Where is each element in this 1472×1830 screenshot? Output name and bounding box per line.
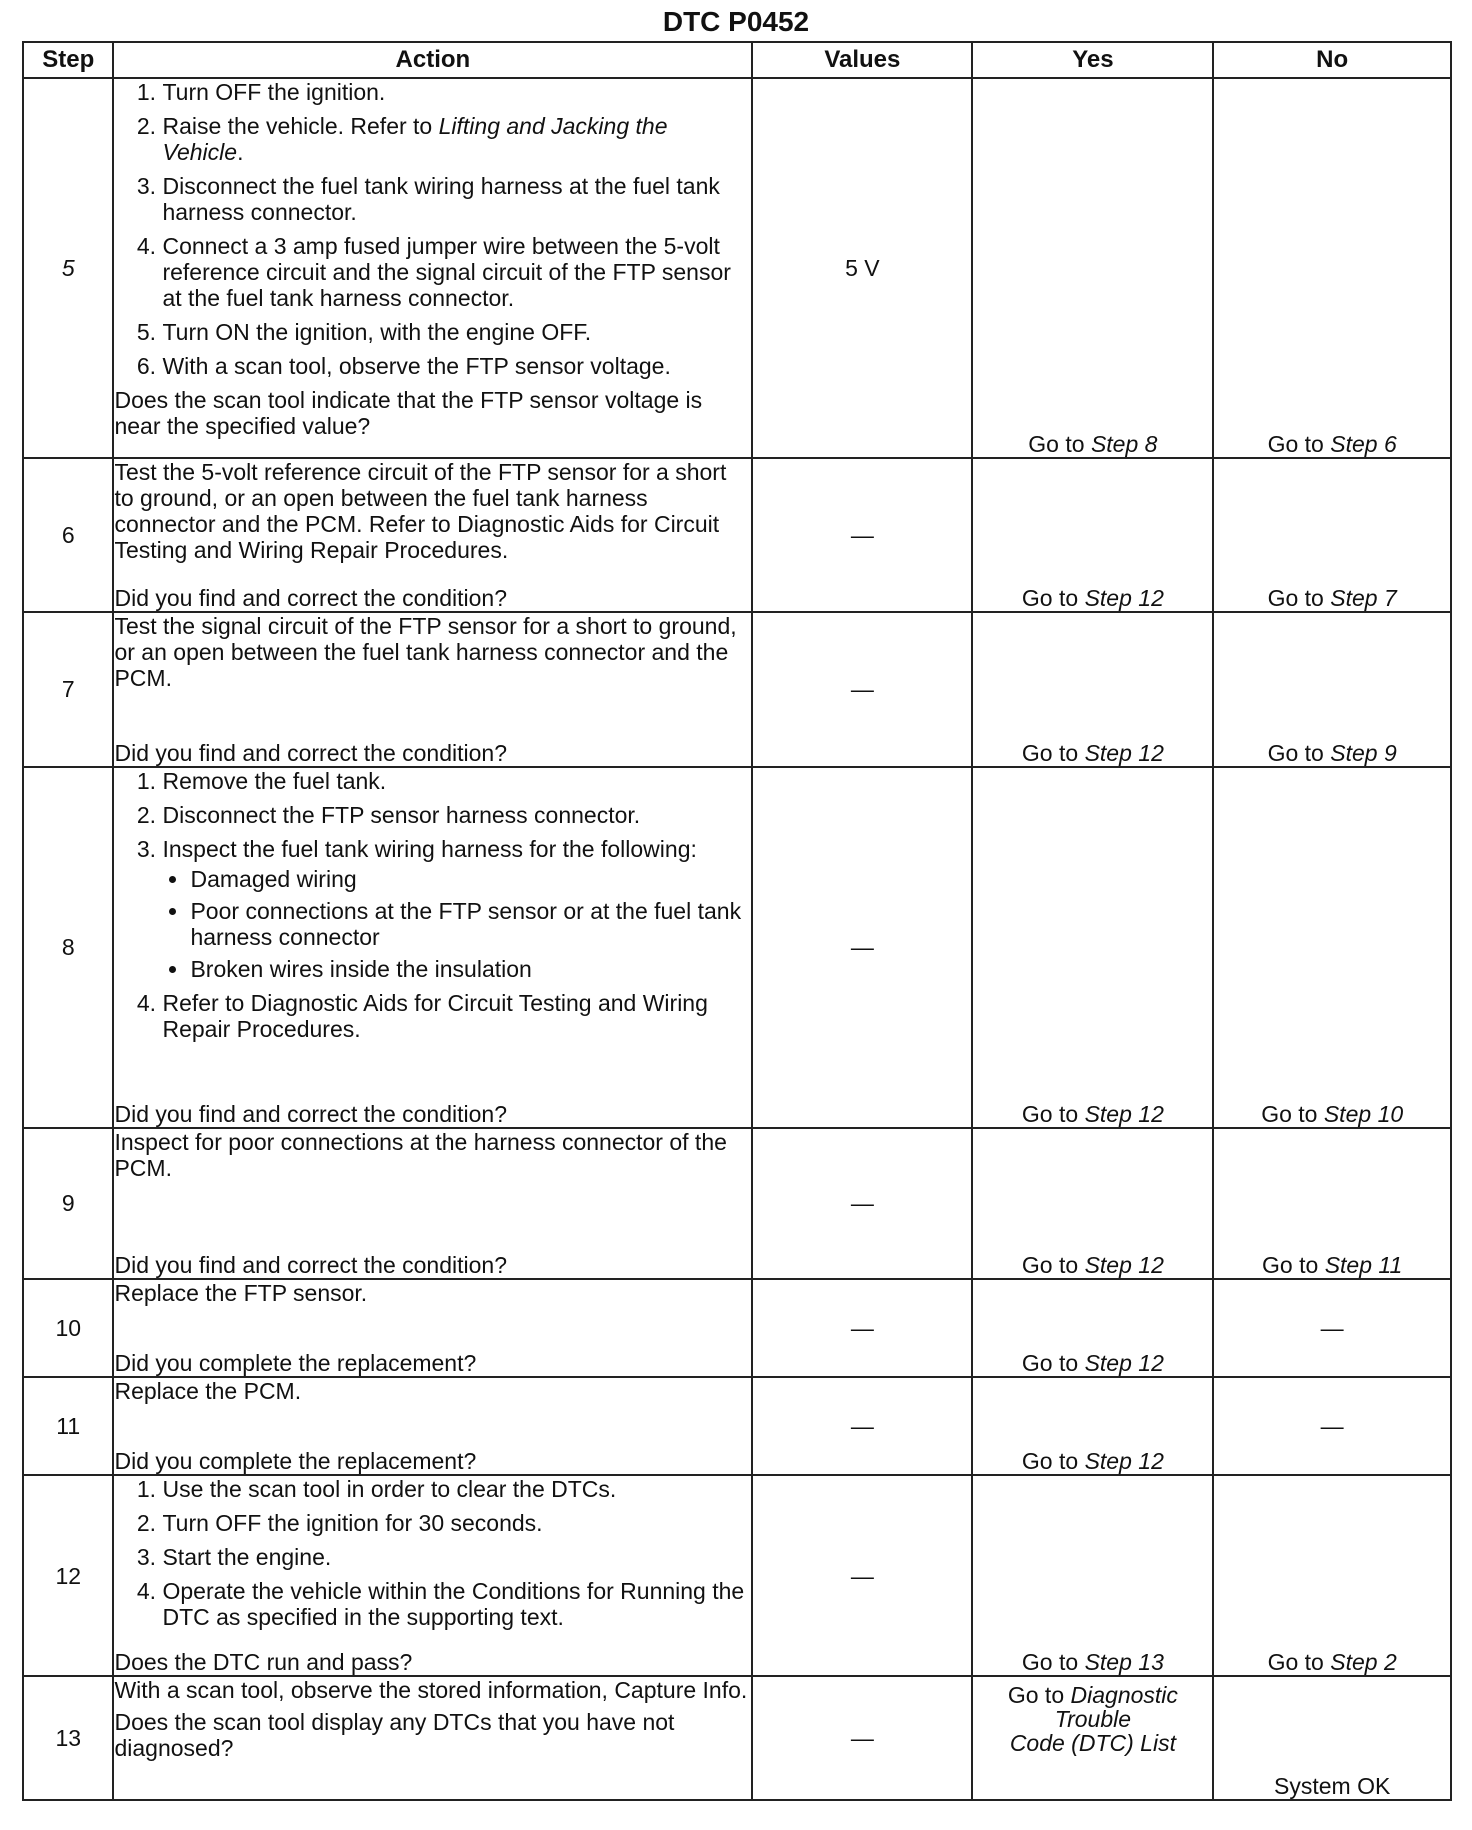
bullet-item: • Poor connections at the FTP sensor or at the fuel tank harness connector (190, 898, 751, 950)
value-cell: — (752, 1128, 972, 1279)
step-number: 10 (23, 1279, 113, 1377)
table-row (23, 1676, 1451, 1800)
value-cell: — (752, 1279, 972, 1377)
list-item: 4. Operate the vehicle within the Conditions for Running the DTC as specified in the supporting text. (162, 1578, 751, 1630)
action-text: With a scan tool, observe the stored information, Capture Info. (114, 1677, 748, 1704)
question: Did you complete the replacement? (114, 1447, 477, 1474)
no-cell: Go to Step 6 (1213, 78, 1451, 458)
step-number: 12 (23, 1475, 113, 1677)
step-number: 5 (23, 78, 113, 458)
list-item: 2. Turn OFF the ignition for 30 seconds. (162, 1510, 751, 1536)
action-cell (113, 1128, 752, 1279)
question: Did you find and correct the condition? (114, 739, 507, 766)
step-number: 13 (23, 1676, 113, 1800)
action-text: Replace the FTP sensor. (114, 1280, 368, 1307)
step-number: 6 (23, 458, 113, 612)
yes-cell: Go to Step 8 (972, 78, 1213, 458)
action-text: Test the signal circuit of the FTP sensor for a short to ground, or an open between the fuel tank harness connector and the PCM. (114, 613, 737, 692)
question: Does the DTC run and pass? (114, 1649, 413, 1676)
yes-cell: Go to Step 12 (972, 1377, 1213, 1475)
action-cell (113, 1279, 752, 1377)
yes-cell: Go to Step 12 (972, 767, 1213, 1128)
table-row (23, 458, 1451, 612)
table-row (23, 612, 1451, 766)
list-item: 2. Disconnect the FTP sensor harness connector. (162, 802, 751, 828)
list-item: 3. Inspect the fuel tank wiring harness for the following: • Damaged wiring • Poor connections at the FTP sensor or at the fuel tank harness connector • Broken wires inside the insulation (162, 836, 751, 982)
no-cell: Go to Step 9 (1213, 612, 1451, 766)
step-number: 9 (23, 1128, 113, 1279)
bullet-item: • Damaged wiring (190, 866, 751, 892)
header-action: Action (113, 42, 752, 78)
list-item: 2. Raise the vehicle. Refer to Lifting and Jacking the Vehicle. (162, 113, 751, 165)
yes-cell: Go to Step 13 (972, 1475, 1213, 1677)
action-steps (114, 768, 751, 1050)
no-cell: Go to Step 2 (1213, 1475, 1451, 1677)
header-no: No (1213, 42, 1451, 78)
table-row (23, 1377, 1451, 1475)
yes-cell: Go to Diagnostic Trouble Code (DTC) List (972, 1676, 1213, 1800)
table-row (23, 1128, 1451, 1279)
step-number: 8 (23, 767, 113, 1128)
header-values: Values (752, 42, 972, 78)
question: Does the scan tool indicate that the FTP sensor voltage is near the specified value? (114, 387, 703, 439)
question: Did you complete the replacement? (114, 1349, 477, 1376)
header-yes: Yes (972, 42, 1213, 78)
table-row (23, 78, 1451, 458)
step-number: 11 (23, 1377, 113, 1475)
value-cell: — (752, 612, 972, 766)
list-item: 6. With a scan tool, observe the FTP sensor voltage. (162, 353, 751, 379)
list-item: 3. Start the engine. (162, 1544, 751, 1570)
bullet-item: • Broken wires inside the insulation (190, 956, 751, 982)
yes-cell: Go to Step 12 (972, 1128, 1213, 1279)
no-cell: Go to Step 11 (1213, 1128, 1451, 1279)
no-cell: — (1213, 1279, 1451, 1377)
step-number: 7 (23, 612, 113, 766)
list-item: 4. Connect a 3 amp fused jumper wire between the 5-volt reference circuit and the signal circuit of the FTP sensor at the fuel tank harness connector. (162, 233, 751, 311)
list-item: 1. Use the scan tool in order to clear the DTCs. (162, 1476, 751, 1502)
list-item: 5. Turn ON the ignition, with the engine OFF. (162, 319, 751, 345)
list-item: 3. Disconnect the fuel tank wiring harness at the fuel tank harness connector. (162, 173, 751, 225)
question: Did you find and correct the condition? (114, 1100, 507, 1127)
question: Did you find and correct the condition? (114, 585, 507, 612)
table-row (23, 767, 1451, 1128)
diagnostic-table (22, 41, 1452, 1801)
action-cell (113, 78, 752, 458)
value-cell: — (752, 1676, 972, 1800)
table-row (23, 1279, 1451, 1377)
no-cell: — (1213, 1377, 1451, 1475)
no-cell: System OK (1213, 1676, 1451, 1800)
value-cell: — (752, 1475, 972, 1677)
question: Does the scan tool display any DTCs that you have not diagnosed? (114, 1709, 675, 1762)
yes-cell: Go to Step 12 (972, 612, 1213, 766)
action-cell (113, 767, 752, 1128)
yes-cell: Go to Step 12 (972, 1279, 1213, 1377)
action-cell (113, 1475, 752, 1677)
list-item: 1. Turn OFF the ignition. (162, 79, 751, 105)
value-cell: — (752, 458, 972, 612)
action-steps (114, 1476, 751, 1638)
list-item: 1. Remove the fuel tank. (162, 768, 751, 794)
action-text: Inspect for poor connections at the harness connector of the PCM. (114, 1128, 727, 1181)
table-row (23, 1475, 1451, 1677)
yes-cell: Go to Step 12 (972, 458, 1213, 612)
action-text: Replace the PCM. (114, 1377, 302, 1404)
page-title: DTC P0452 (662, 6, 810, 37)
no-cell: Go to Step 7 (1213, 458, 1451, 612)
question: Did you find and correct the condition? (114, 1252, 507, 1279)
action-text: Test the 5-volt reference circuit of the FTP sensor for a short to ground, or an open between the fuel tank harness connector and the PCM. Refer to Diagnostic Aids for Circuit Testing and Wiring Repair Procedures. (114, 458, 727, 563)
action-cell (113, 458, 752, 612)
list-item: 4. Refer to Diagnostic Aids for Circuit Testing and Wiring Repair Procedures. (162, 990, 751, 1042)
value-cell: — (752, 767, 972, 1128)
header-step: Step (23, 42, 113, 78)
inspection-bullets (162, 866, 751, 982)
action-cell (113, 1676, 752, 1800)
value-cell: 5 V (752, 78, 972, 458)
value-cell: — (752, 1377, 972, 1475)
reference-link-text: Lifting and Jacking the Vehicle (162, 113, 668, 165)
action-cell (113, 612, 752, 766)
action-cell (113, 1377, 752, 1475)
header-row (23, 42, 1451, 78)
no-cell: Go to Step 10 (1213, 767, 1451, 1128)
action-steps (114, 79, 751, 379)
